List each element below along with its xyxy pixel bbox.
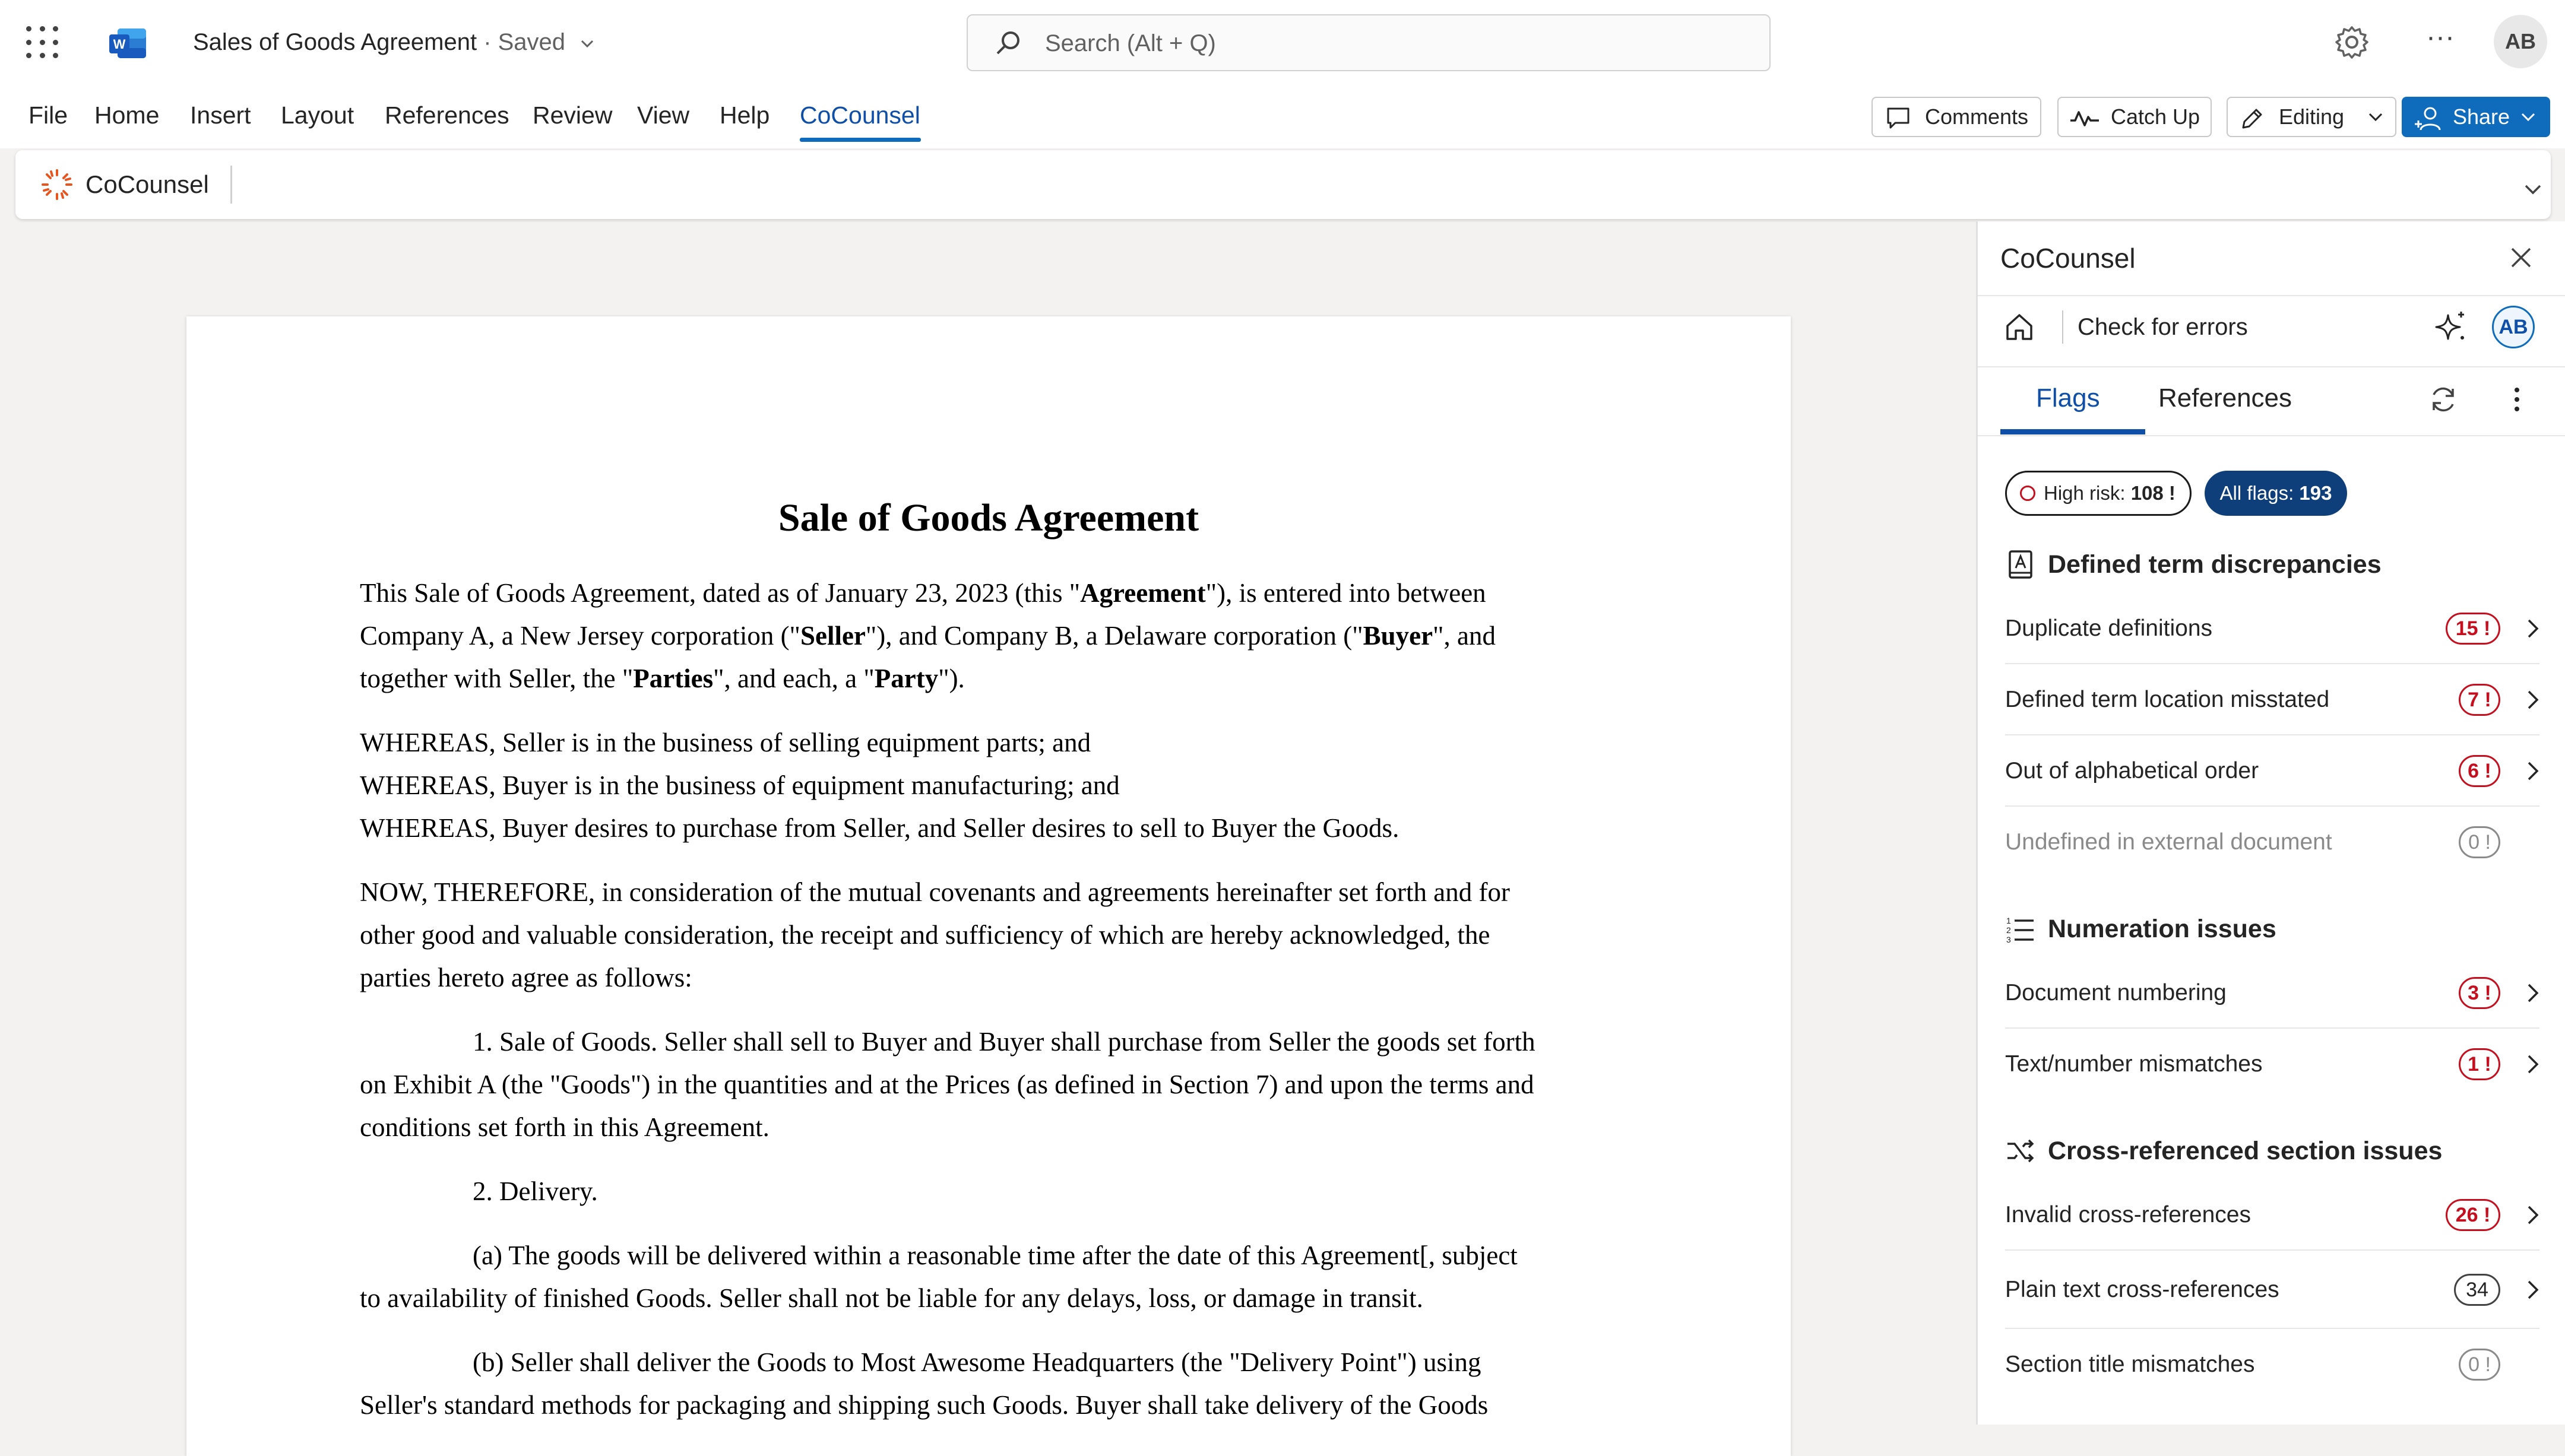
flag-row-section-title-mismatches[interactable]: Section title mismatches 0 ! <box>2005 1329 2539 1400</box>
section-title-defined-terms: Defined term discrepancies <box>2048 550 2382 579</box>
flag-count-badge: 0 ! <box>2459 1349 2500 1381</box>
chevron-down-icon <box>579 35 596 52</box>
menu-file[interactable]: File <box>28 101 68 129</box>
comment-icon <box>1886 106 1911 130</box>
risk-circle-icon <box>2020 486 2035 501</box>
gear-icon[interactable] <box>2333 24 2370 61</box>
flag-row-undefined-external: Undefined in external document 0 ! <box>2005 807 2539 878</box>
menu-view[interactable]: View <box>637 101 690 129</box>
flag-count-badge: 26 ! <box>2446 1199 2500 1231</box>
menu-review[interactable]: Review <box>533 101 613 129</box>
chevron-down-icon[interactable] <box>2522 179 2544 200</box>
svg-text:1: 1 <box>2006 916 2011 925</box>
document-line: other good and valuable consideration, the receipt and sufficiency of which are hereby acknowledged, the <box>360 920 1490 950</box>
document-line: WHEREAS, Buyer is in the business of equipment manufacturing; and <box>360 770 1120 800</box>
menu-references[interactable]: References <box>385 101 509 129</box>
document-heading: Sale of Goods Agreement <box>778 496 1199 540</box>
flag-count-badge: 3 ! <box>2459 977 2500 1009</box>
panel-user-avatar[interactable]: AB <box>2492 306 2535 348</box>
more-vertical-icon[interactable] <box>2500 383 2534 416</box>
cross-arrows-icon <box>2005 1135 2036 1166</box>
document-line: to availability of finished Goods. Seller shall not be liable for any delays, loss, or damage in transit. <box>360 1283 1423 1313</box>
document-line: 2. Delivery. <box>473 1176 598 1206</box>
document-paragraph <box>360 572 1696 700</box>
document-paragraph <box>360 1341 1696 1426</box>
document-page[interactable] <box>186 316 1791 1456</box>
activity-icon <box>2069 106 2100 130</box>
chevron-right-icon <box>2520 617 2544 640</box>
more-options-icon[interactable]: ··· <box>2426 21 2455 53</box>
divider <box>2062 310 2063 344</box>
save-status: · Saved <box>477 29 566 55</box>
menu-layout[interactable]: Layout <box>281 101 354 129</box>
divider <box>1978 366 2565 367</box>
tab-flags[interactable]: Flags <box>2036 383 2100 413</box>
menu-cocounsel[interactable]: CoCounsel <box>800 101 920 129</box>
search-placeholder: Search (Alt + Q) <box>1045 30 1216 56</box>
svg-text:3: 3 <box>2006 935 2011 944</box>
svg-text:2: 2 <box>2006 925 2011 935</box>
flag-row-plain-text-cross-references[interactable]: Plain text cross-references 34 <box>2005 1251 2539 1329</box>
ribbon-cocounsel-button[interactable]: CoCounsel <box>86 170 209 198</box>
numbered-list-icon <box>2005 913 2036 944</box>
close-icon[interactable] <box>2506 243 2536 272</box>
refresh-icon[interactable] <box>2427 383 2460 416</box>
document-line: on Exhibit A (the "Goods") in the quantities and at the Prices (as defined in Section 7) and upon the terms and <box>360 1070 1534 1099</box>
document-line: NOW, THEREFORE, in consideration of the mutual covenants and agreements hereinafter set forth and for <box>360 877 1510 907</box>
document-paragraph <box>360 1234 1696 1319</box>
share-button[interactable]: Share <box>2402 97 2550 137</box>
user-avatar[interactable]: AB <box>2494 15 2547 68</box>
comments-button[interactable]: Comments <box>1872 97 2041 137</box>
chevron-right-icon <box>2520 688 2544 712</box>
flag-count-badge: 6 ! <box>2459 755 2500 787</box>
all-flags-filter[interactable]: All flags: 193 <box>2205 471 2347 516</box>
document-line: Company A, a New Jersey corporation ("Seller"), and Company B, a Delaware corporation ("Buyer", and <box>360 621 1496 651</box>
flag-count-badge: 15 ! <box>2446 613 2500 645</box>
cocounsel-panel <box>1976 221 2565 1425</box>
divider <box>1978 435 2565 436</box>
chevron-right-icon <box>2520 759 2544 783</box>
flag-count-badge: 7 ! <box>2459 684 2500 716</box>
book-icon <box>2005 549 2036 580</box>
title-bar <box>0 0 2565 83</box>
menu-help[interactable]: Help <box>720 101 770 129</box>
search-box[interactable] <box>967 14 1771 71</box>
ribbon <box>15 150 2551 219</box>
document-paragraph <box>360 1020 1696 1149</box>
flag-count-badge: 1 ! <box>2459 1048 2500 1080</box>
panel-title: CoCounsel <box>2000 243 2136 274</box>
flag-row-document-numbering[interactable]: Document numbering 3 ! <box>2005 957 2539 1029</box>
pencil-icon <box>2240 106 2265 131</box>
current-skill-label: Check for errors <box>2078 314 2248 340</box>
document-paragraph <box>360 721 1696 849</box>
flag-row-term-location[interactable]: Defined term location misstated 7 ! <box>2005 664 2539 735</box>
chevron-down-icon <box>2519 110 2537 125</box>
document-line: conditions set forth in this Agreement. <box>360 1112 770 1142</box>
document-line: 1. Sale of Goods. Seller shall sell to Buyer and Buyer shall purchase from Seller the goods set forth <box>473 1027 1535 1057</box>
search-icon <box>994 28 1022 57</box>
svg-text:W: W <box>113 37 126 52</box>
flag-count-badge: 0 ! <box>2459 826 2500 858</box>
section-title-numeration: Numeration issues <box>2048 915 2276 943</box>
ribbon-divider <box>230 166 232 204</box>
chevron-right-icon <box>2520 1052 2544 1076</box>
divider <box>1978 295 2565 296</box>
document-line: together with Seller, the "Parties", and each, a "Party"). <box>360 664 965 693</box>
section-title-cross-references: Cross-referenced section issues <box>2048 1137 2443 1165</box>
menu-home[interactable]: Home <box>94 101 160 129</box>
document-line: WHEREAS, Seller is in the business of selling equipment parts; and <box>360 728 1091 757</box>
document-line: parties hereto agree as follows: <box>360 963 692 992</box>
active-tab-indicator <box>800 138 921 142</box>
editing-mode-button[interactable]: Editing <box>2227 97 2396 137</box>
document-line: WHEREAS, Buyer desires to purchase from Seller, and Seller desires to sell to Buyer the Goods. <box>360 813 1399 843</box>
active-tab-indicator <box>2000 429 2145 434</box>
flag-row-text-number-mismatch[interactable]: Text/number mismatches 1 ! <box>2005 1029 2539 1100</box>
document-paragraph <box>360 1170 1696 1213</box>
sparkle-icon[interactable] <box>2433 309 2468 345</box>
chevron-right-icon <box>2520 1278 2544 1302</box>
menu-bar <box>0 83 2565 148</box>
person-add-icon <box>2414 106 2442 132</box>
flag-count-badge: 34 <box>2454 1274 2500 1306</box>
chevron-right-icon <box>2520 1203 2544 1227</box>
tab-references[interactable]: References <box>2158 383 2292 413</box>
flag-row-duplicate-definitions[interactable]: Duplicate definitions 15 ! <box>2005 593 2539 664</box>
document-paragraph <box>360 871 1696 999</box>
document-line: Seller's standard methods for packaging and shipping such Goods. Buyer shall take delivery of the Goods <box>360 1390 1489 1420</box>
home-icon[interactable] <box>2003 310 2036 344</box>
flag-row-alphabetical-order[interactable]: Out of alphabetical order 6 ! <box>2005 735 2539 807</box>
chevron-down-icon <box>2367 110 2384 125</box>
document-line: (b) Seller shall deliver the Goods to Most Awesome Headquarters (the "Delivery Point") using <box>473 1347 1481 1377</box>
app-launcher-icon[interactable] <box>26 26 59 59</box>
word-logo-icon <box>109 27 147 59</box>
menu-insert[interactable]: Insert <box>190 101 251 129</box>
flag-row-invalid-cross-references[interactable]: Invalid cross-references 26 ! <box>2005 1179 2539 1251</box>
high-risk-filter[interactable]: High risk: 108 ! <box>2005 471 2192 516</box>
cocounsel-logo-icon <box>40 168 74 201</box>
document-title[interactable]: Sales of Goods Agreement · Saved <box>193 27 596 57</box>
document-line: This Sale of Goods Agreement, dated as of January 23, 2023 (this "Agreement"), is entered into between <box>360 578 1486 608</box>
catch-up-button[interactable]: Catch Up <box>2057 97 2212 137</box>
chevron-right-icon <box>2520 981 2544 1005</box>
document-line: (a) The goods will be delivered within a reasonable time after the date of this Agreement[, subject <box>473 1241 1518 1270</box>
